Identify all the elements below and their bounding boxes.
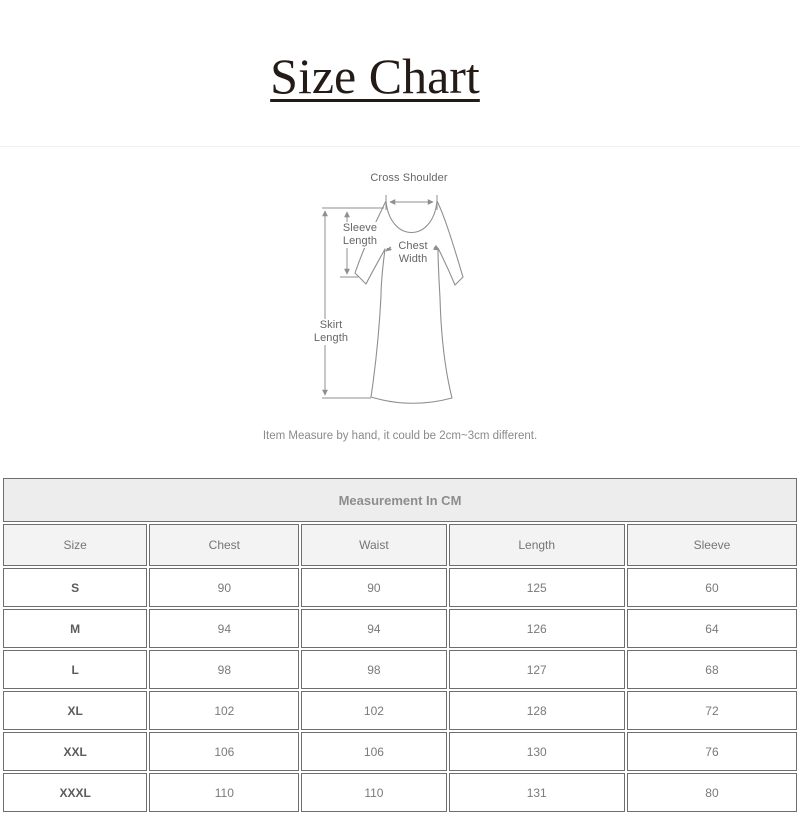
sleeve-cell: 72 <box>627 691 797 730</box>
table-title: Measurement In CM <box>3 478 797 522</box>
size-cell: L <box>3 650 147 689</box>
chest-cell: 98 <box>149 650 299 689</box>
measurement-note: Item Measure by hand, it could be 2cm~3cm different. <box>262 430 538 442</box>
table-title-row <box>3 478 797 522</box>
table-row <box>3 691 797 730</box>
cross-shoulder-label: Cross Shoulder <box>370 172 448 184</box>
table-row <box>3 609 797 648</box>
table-row <box>3 650 797 689</box>
chest-width-label: Chest Width <box>398 240 428 265</box>
size-cell: XXXL <box>3 773 147 812</box>
measurement-table <box>1 476 799 814</box>
length-cell: 128 <box>449 691 625 730</box>
size-cell: S <box>3 568 147 607</box>
dress-diagram-svg <box>280 155 500 417</box>
waist-cell: 102 <box>301 691 446 730</box>
title-block <box>0 50 800 103</box>
waist-cell: 110 <box>301 773 446 812</box>
size-cell: XXL <box>3 732 147 771</box>
sleeve-length-label: Sleeve Length <box>331 222 389 248</box>
size-cell: M <box>3 609 147 648</box>
length-cell: 127 <box>449 650 625 689</box>
length-cell: 130 <box>449 732 625 771</box>
table-row <box>3 773 797 812</box>
length-cell: 125 <box>449 568 625 607</box>
table-row <box>3 568 797 607</box>
sleeve-cell: 76 <box>627 732 797 771</box>
dress-measurement-diagram <box>280 155 500 417</box>
waist-cell: 106 <box>301 732 446 771</box>
size-table-container <box>1 476 799 814</box>
skirt-length-label: Skirt Length <box>302 319 360 345</box>
waist-cell: 94 <box>301 609 446 648</box>
length-cell: 126 <box>449 609 625 648</box>
chest-cell: 110 <box>149 773 299 812</box>
sleeve-cell: 68 <box>627 650 797 689</box>
chest-cell: 90 <box>149 568 299 607</box>
length-cell: 131 <box>449 773 625 812</box>
column-header-waist: Waist <box>301 524 446 566</box>
sleeve-cell: 64 <box>627 609 797 648</box>
column-header-length: Length <box>449 524 625 566</box>
column-header-sleeve: Sleeve <box>627 524 797 566</box>
table-header-row <box>3 524 797 566</box>
chest-cell: 94 <box>149 609 299 648</box>
waist-cell: 90 <box>301 568 446 607</box>
waist-cell: 98 <box>301 650 446 689</box>
chest-cell: 102 <box>149 691 299 730</box>
divider-line <box>0 146 800 147</box>
page-title: Size Chart <box>270 48 480 104</box>
sleeve-cell: 80 <box>627 773 797 812</box>
size-cell: XL <box>3 691 147 730</box>
table-row <box>3 732 797 771</box>
chest-cell: 106 <box>149 732 299 771</box>
column-header-size: Size <box>3 524 147 566</box>
sleeve-cell: 60 <box>627 568 797 607</box>
column-header-chest: Chest <box>149 524 299 566</box>
